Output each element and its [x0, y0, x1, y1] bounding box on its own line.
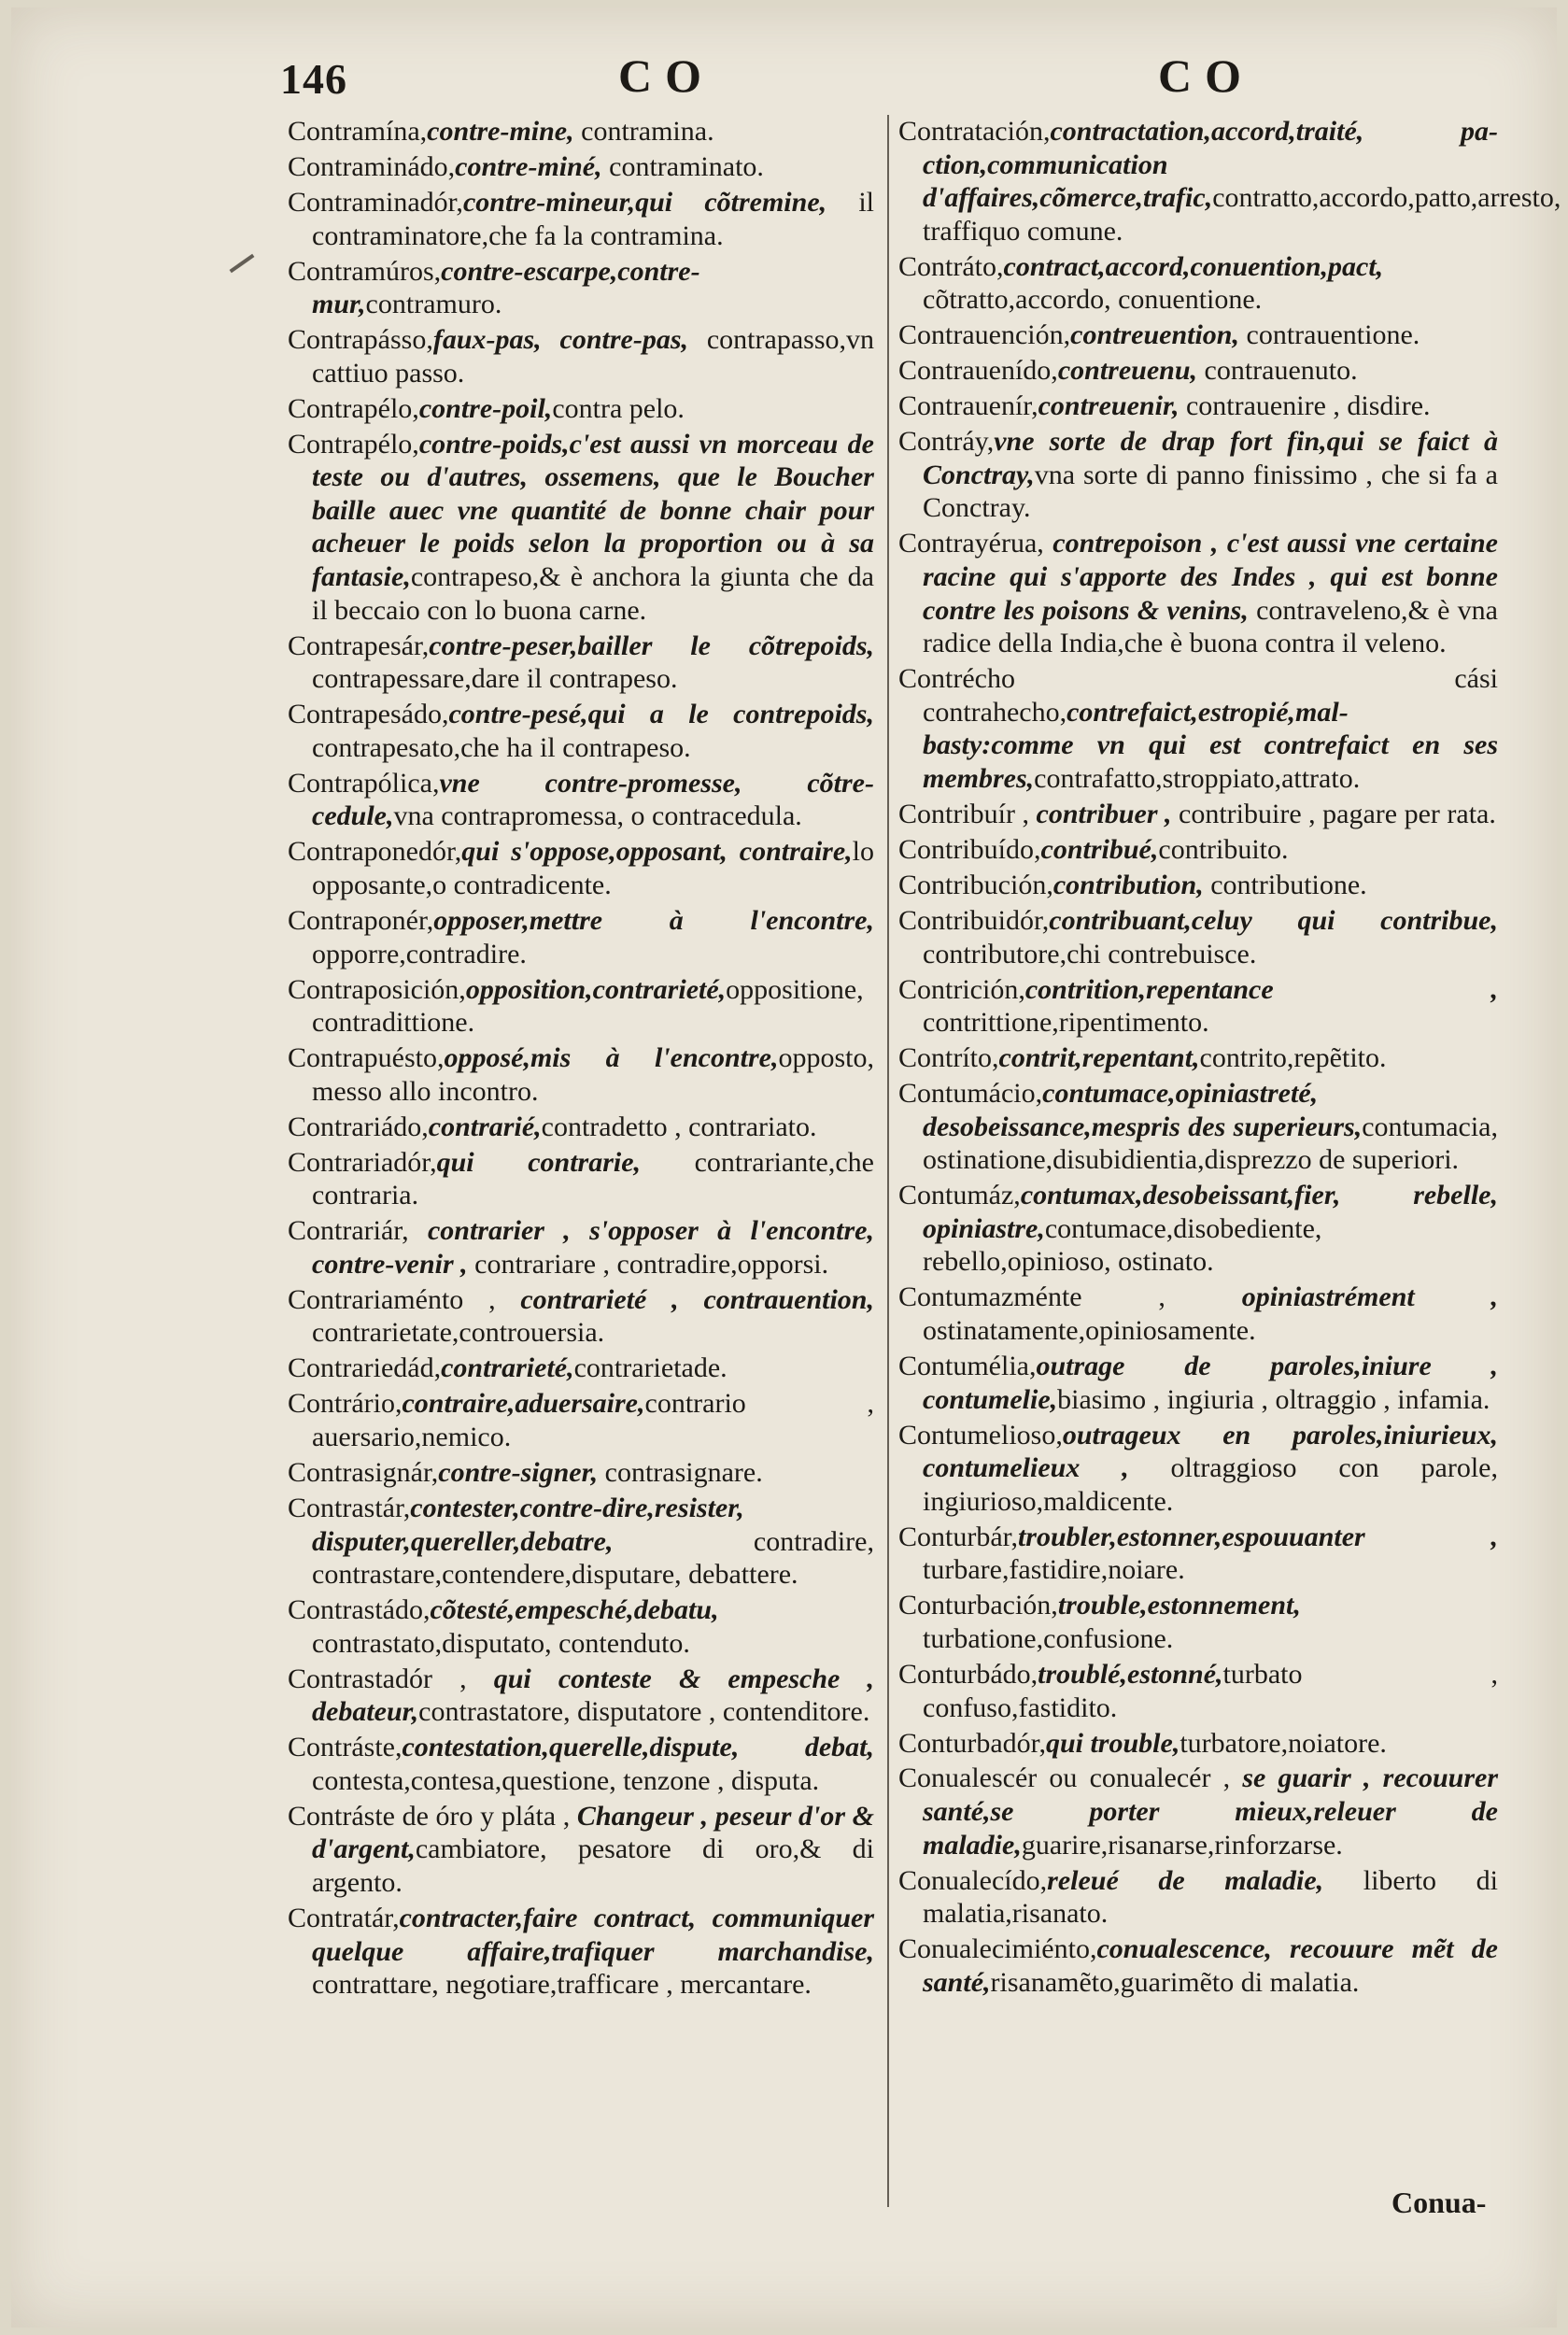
french-gloss: contrarieté , contrauention, [495, 1283, 874, 1315]
ink-mark [230, 254, 255, 273]
french-gloss: opposer,mettre à l'encontre, [433, 904, 874, 936]
french-gloss: trouble,estonnement, [1057, 1590, 1301, 1621]
french-gloss: contre-poil, [418, 392, 553, 424]
dictionary-entry [898, 1350, 1498, 1416]
dictionary-entry [898, 973, 1498, 1040]
italian-gloss: lo opposante,o contradicente. [312, 836, 874, 900]
french-gloss: qui contrarie, [436, 1146, 642, 1178]
italian-gloss: contrapasso,vn cattiuo passo. [312, 324, 874, 389]
dictionary-entry [898, 389, 1498, 423]
headword: Contrauención, [898, 319, 1071, 351]
italian-gloss: contumacia, ostinatione,disubidientia,disprezzo de superiori. [923, 1111, 1498, 1176]
french-gloss: contribuant,celuy qui contribue, [1049, 904, 1498, 936]
dictionary-entry [288, 1663, 874, 1729]
french-gloss: contraire,aduersaire, [402, 1388, 645, 1420]
italian-gloss: ostinatamente,opiniosamente. [923, 1315, 1256, 1347]
italian-gloss: guarire,risanarse,rinforzarse. [1021, 1829, 1343, 1861]
italian-gloss: contrito,repẽtito. [1199, 1042, 1387, 1074]
dictionary-entry [288, 323, 874, 389]
french-gloss: contre-pesé,qui a le contrepoids, [448, 699, 874, 730]
italian-gloss: risanamẽto,guarimẽto di malatia. [990, 1966, 1360, 1998]
headword: Contumáz, [898, 1180, 1021, 1211]
headword: Contrauenír, [898, 390, 1038, 422]
italian-gloss: contributore,chi contrebuisce. [923, 938, 1257, 969]
french-gloss: contumace,opiniastreté, desobeissance,mespris des superieurs, [923, 1078, 1363, 1142]
dictionary-entry [288, 1351, 874, 1385]
italian-gloss: contumace,disobediente, rebello,opinioso, ostinato. [923, 1212, 1322, 1278]
italian-gloss: turbatione,confusione. [923, 1622, 1174, 1654]
running-head-right: CO [1158, 50, 1254, 102]
headword: Contráy, [898, 426, 995, 458]
french-gloss: cõtesté,empesché,debatu, [430, 1594, 719, 1626]
dictionary-entry [288, 428, 874, 628]
dictionary-entry [898, 1521, 1498, 1587]
dictionary-entry [898, 1658, 1498, 1724]
italian-gloss: contrattare, negotiare,trafficare , mercantare. [312, 1969, 812, 2001]
french-gloss: contrarieté, [441, 1352, 574, 1384]
headword: Contraminadór, [288, 186, 463, 218]
headword: Contraponér, [288, 904, 434, 936]
dictionary-entry [288, 186, 874, 252]
book-page [11, 7, 1561, 2328]
headword: Contraponedór, [288, 836, 462, 868]
italian-gloss: contradire, contrastare,contendere,disputare, debattere. [312, 1525, 874, 1591]
headword: Contrécho cási contrahecho, [898, 663, 1498, 728]
french-gloss: contribuer , [1029, 799, 1172, 829]
headword: Contrário, [288, 1388, 403, 1420]
headword: Contrariedád, [288, 1352, 442, 1384]
italian-gloss: contributione. [1203, 869, 1367, 900]
french-gloss: vne sorte de drap fort fin,qui se faict à Conctray, [923, 426, 1498, 490]
headword: Contumelioso, [898, 1419, 1063, 1451]
headword: Contumácio, [898, 1078, 1043, 1110]
italian-gloss: contrapesato,che ha il contrapeso. [312, 731, 691, 763]
headword: Contrapuésto, [288, 1042, 445, 1074]
italian-gloss: contrauenire , disdire. [1179, 390, 1431, 422]
french-gloss: vne contre-promesse, cõtre-cedule, [312, 767, 874, 832]
dictionary-entry [288, 698, 874, 764]
dictionary-entry [288, 835, 874, 901]
headword: Contráste de óro y pláta , [288, 1800, 571, 1832]
italian-gloss: turbatore,noiatore. [1180, 1727, 1387, 1759]
headword: Contrapásso, [288, 324, 433, 356]
dictionary-entry [898, 1589, 1498, 1655]
french-gloss: contractation,accord,traité, pa-ction,communication d'affaires,cõmerce,trafic, [923, 116, 1498, 214]
italian-gloss: contradetto , contrariato. [541, 1111, 817, 1142]
italian-gloss: cõtratto,accordo, conuentione. [923, 284, 1263, 316]
italian-gloss: oltraggioso con parole, ingiurioso,maldicente. [923, 1452, 1498, 1517]
french-gloss: outrage de paroles,iniure , contumelie, [923, 1351, 1498, 1415]
dictionary-entry [288, 255, 874, 321]
italian-gloss: biasimo , ingiuria , oltraggio , infamia. [1057, 1383, 1490, 1415]
headword: Contribuído, [898, 833, 1041, 865]
french-gloss: contre-poids,c'est aussi vn morceau de teste ou d'autres, ossemens, que le Boucher baille auec vne quantité de bonne chair pour acheuer le poids selon la proportion ou à sa fantasie, [312, 428, 874, 593]
headword: Contrapesádo, [288, 699, 449, 730]
headword: Contrapesár, [288, 630, 430, 661]
french-gloss: contrarié, [428, 1111, 542, 1142]
dictionary-entry [898, 1179, 1498, 1279]
french-gloss: contre-peser,bailler le cõtrepoids, [429, 630, 874, 661]
dictionary-entry [898, 527, 1498, 659]
headword: Contribuír , [898, 799, 1029, 829]
dictionary-entry [898, 318, 1498, 352]
headword: Conturbár, [898, 1521, 1018, 1552]
french-gloss: contrit,repentant, [998, 1042, 1200, 1074]
italian-gloss: contra pelo. [552, 392, 685, 424]
headword: Contumazménte , [898, 1281, 1165, 1313]
italian-gloss: contraveleno,& è vna radice della India,che è buona contra il veleno. [923, 594, 1498, 659]
headword: Conualecimiénto, [898, 1933, 1097, 1965]
dictionary-entry [288, 1111, 874, 1144]
french-gloss: releué de maladie, [1047, 1864, 1324, 1896]
italian-gloss: oppositione, contradittione. [312, 973, 864, 1039]
french-gloss: qui trouble, [1045, 1727, 1180, 1759]
dictionary-entry [898, 1281, 1498, 1347]
dictionary-entry [898, 425, 1498, 525]
headword: Contrayérua, [898, 528, 1044, 559]
italian-gloss: cambiatore, pesatore di oro,& di argento. [312, 1833, 874, 1899]
french-gloss: contre-escarpe,contre-mur, [312, 255, 700, 320]
italian-gloss: contrariare , contradire,opporsi. [467, 1248, 829, 1280]
page-number: 146 [280, 55, 347, 103]
italian-gloss: contribuito. [1158, 833, 1289, 865]
italian-gloss: contrarietade. [573, 1352, 727, 1384]
dictionary-entry [288, 1146, 874, 1212]
french-gloss: qui conteste & empesche , debateur, [312, 1663, 874, 1728]
french-gloss: contreuention, [1070, 319, 1239, 351]
headword: Contribución, [898, 869, 1053, 900]
french-gloss: qui s'oppose,opposant, contraire, [461, 836, 853, 868]
headword: Conualescér ou conualecér , [898, 1762, 1231, 1794]
italian-gloss: contrastatore, disputatore , contenditore. [418, 1696, 870, 1728]
headword: Conturbádo, [898, 1658, 1038, 1690]
dictionary-entry [898, 250, 1498, 317]
french-gloss: contre-miné, [455, 150, 602, 182]
italian-gloss: contrafatto,stroppiato,attrato. [1034, 763, 1361, 795]
dictionary-entry [898, 354, 1498, 388]
headword: Contratación, [898, 116, 1051, 147]
french-gloss: opposition,contrarieté, [465, 973, 727, 1005]
italian-gloss: contramina. [573, 116, 714, 147]
dictionary-entry [288, 1387, 874, 1453]
french-gloss: contumax,desobeissant,fier, rebelle, opiniastre, [923, 1180, 1498, 1244]
headword: Conualecído, [898, 1864, 1048, 1896]
headword: Contrapólica, [288, 767, 440, 799]
dictionary-entry [898, 904, 1498, 970]
headword: Contrasignár, [288, 1456, 439, 1488]
dictionary-entry [288, 1283, 874, 1350]
french-gloss: contreuenir, [1038, 390, 1180, 422]
italian-gloss: il contraminatore,che fa la contramina. [312, 186, 874, 251]
italian-gloss: contrariante,che contraria. [312, 1146, 874, 1211]
french-gloss: outrageux en paroles,iniurieux, contumelieux , [923, 1419, 1498, 1484]
dictionary-entry [898, 1932, 1498, 1999]
headword: Contrastár, [288, 1492, 411, 1523]
dictionary-entry [288, 767, 874, 833]
french-gloss: contract,accord,conuention,pact, [1003, 250, 1384, 282]
headword: Conturbación, [898, 1590, 1058, 1621]
french-gloss: Changeur , peseur d'or & d'argent, [312, 1800, 874, 1865]
headword: Contrastádo, [288, 1594, 431, 1626]
headword: Contrastadór , [288, 1663, 467, 1694]
italian-gloss: contrapessare,dare il contrapeso. [312, 663, 678, 695]
french-gloss: contracter,faire contract, communiquer quelque affaire,trafiquer marchandise, [312, 1903, 874, 1967]
dictionary-entry [898, 1762, 1498, 1861]
italian-gloss: contramuro. [365, 289, 502, 320]
dictionary-entry [288, 1492, 874, 1592]
dictionary-entry [288, 904, 874, 970]
left-column [288, 115, 874, 2003]
french-gloss: contrition,repentance , [1024, 973, 1498, 1005]
italian-gloss: contribuire , pagare per rata. [1171, 799, 1496, 829]
headword: Contrapélo, [288, 428, 419, 460]
dictionary-entry [288, 115, 874, 149]
italian-gloss: contrastato,disputato, contenduto. [312, 1627, 690, 1659]
french-gloss: contrefaict,estropié,mal-basty:comme vn qui est contrefaict en ses membres, [923, 696, 1498, 795]
french-gloss: contre-signer, [438, 1456, 599, 1488]
french-gloss: opposé,mis à l'encontre, [444, 1042, 779, 1074]
dictionary-entry [898, 1077, 1498, 1177]
dictionary-entry [898, 1864, 1498, 1931]
french-gloss: troublé,estonné, [1038, 1658, 1223, 1690]
french-gloss: contribution, [1052, 869, 1204, 900]
french-gloss: contrarier , s'opposer à l'encontre, contre-venir , [312, 1215, 874, 1280]
dictionary-entry [288, 1593, 874, 1660]
italian-gloss: liberto di malatia,risanato. [923, 1864, 1498, 1930]
catchword: Conua- [1391, 2186, 1487, 2219]
dictionary-entry [288, 150, 874, 184]
italian-gloss: contrasignare. [598, 1456, 763, 1488]
italian-gloss: contrauenuto. [1197, 355, 1358, 387]
dictionary-entry [898, 869, 1498, 902]
dictionary-entry [288, 1456, 874, 1490]
italian-gloss: opporre,contradire. [312, 938, 527, 969]
italian-gloss: vna contrapromessa, o contracedula. [393, 800, 802, 832]
italian-gloss: contraminato. [601, 150, 764, 182]
italian-gloss: turbato , confuso,fastidito. [923, 1658, 1498, 1723]
italian-gloss: contratto,accordo,patto,arresto, traffiquo comune. [923, 182, 1561, 247]
headword: Contrauenído, [898, 355, 1058, 387]
french-gloss: faux-pas, contre-pas, [432, 324, 689, 356]
dictionary-entry [898, 798, 1498, 831]
french-gloss: contre-mineur,qui cõtremine, [462, 186, 827, 218]
dictionary-entry [288, 1214, 874, 1281]
headword: Contraminádo, [288, 150, 456, 182]
headword: Contrariadór, [288, 1146, 437, 1178]
italian-gloss: contrittione,ripentimento. [923, 1007, 1209, 1039]
headword: Contratár, [288, 1903, 400, 1934]
french-gloss: contestation,querelle,dispute, debat, [402, 1732, 874, 1763]
french-gloss: contrepoison , c'est aussi vne certaine racine qui s'apporte des Indes , qui est bonne contre les poisons & venins, [923, 528, 1498, 626]
headword: Contrariaménto , [288, 1283, 496, 1315]
column-divider [887, 115, 889, 2207]
headword: Contribuidór, [898, 904, 1050, 936]
italian-gloss: turbare,fastidire,noiare. [923, 1554, 1185, 1586]
dictionary-entry [898, 1419, 1498, 1519]
french-gloss: contre-mine, [427, 116, 574, 147]
italian-gloss: opposto, messo allo incontro. [312, 1042, 874, 1107]
french-gloss: contribué, [1040, 833, 1159, 865]
headword: Contrición, [898, 973, 1025, 1005]
dictionary-entry [288, 1800, 874, 1900]
headword: Contramúros, [288, 255, 442, 287]
right-column [898, 115, 1561, 2002]
headword: Contramína, [288, 116, 428, 147]
dictionary-entry [898, 662, 1498, 795]
french-gloss: opiniastrément , [1165, 1281, 1498, 1313]
dictionary-entry [288, 973, 874, 1040]
headword: Contrariádo, [288, 1111, 429, 1142]
italian-gloss: contrarietate,controuersia. [312, 1317, 605, 1349]
italian-gloss: contrario , auersario,nemico. [312, 1388, 874, 1452]
headword: Contríto, [898, 1042, 999, 1074]
french-gloss: contreuenu, [1057, 355, 1198, 387]
italian-gloss: contrauentione. [1239, 319, 1420, 351]
headword: Conturbadór, [898, 1727, 1046, 1759]
dictionary-entry [288, 1731, 874, 1797]
italian-gloss: contesta,contesa,questione, tenzone , disputa. [312, 1764, 820, 1796]
headword: Contráste, [288, 1732, 403, 1763]
dictionary-entry [288, 392, 874, 426]
running-head-left: CO [618, 50, 714, 102]
french-gloss: se guarir , recouurer santé,se porter mieux,releuer de maladie, [923, 1762, 1498, 1861]
dictionary-entry [898, 1041, 1498, 1075]
dictionary-entry [898, 1727, 1498, 1761]
dictionary-entry [898, 833, 1498, 867]
french-gloss: conualescence, recouure mẽt de santé, [923, 1933, 1498, 1998]
italian-gloss: vna sorte di panno finissimo , che si fa a Conctray. [923, 459, 1498, 524]
headword: Contumélia, [898, 1351, 1037, 1382]
headword: Contrariár, [288, 1215, 409, 1247]
headword: Contráto, [898, 250, 1004, 282]
dictionary-entry [898, 115, 1561, 248]
dictionary-entry [288, 630, 874, 696]
dictionary-entry [288, 1041, 874, 1108]
headword: Contraposición, [288, 973, 466, 1005]
french-gloss: troubler,estonner,espouuanter , [1017, 1521, 1498, 1552]
french-gloss: contester,contre-dire,resister, disputer,quereller,debatre, [312, 1492, 744, 1557]
dictionary-entry [288, 1902, 874, 2002]
headword: Contrapélo, [288, 392, 419, 424]
italian-gloss: contrapeso,& è anchora la giunta che da il beccaio con lo buona carne. [312, 561, 874, 626]
